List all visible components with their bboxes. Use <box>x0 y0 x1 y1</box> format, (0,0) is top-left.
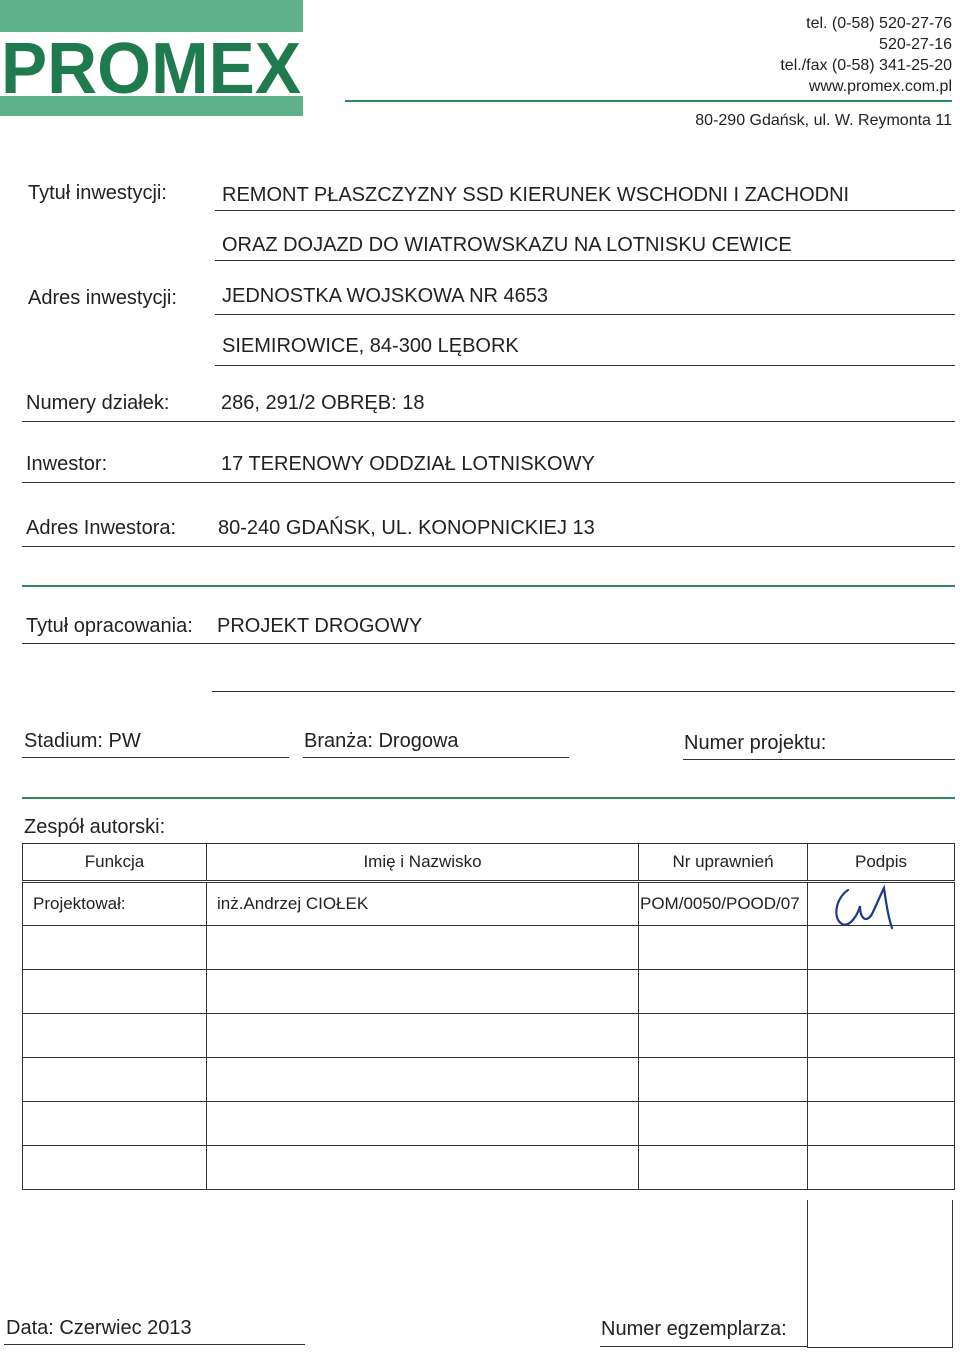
frame-line <box>807 1200 808 1348</box>
cell-empty <box>207 1014 639 1058</box>
frame-line <box>952 1200 953 1348</box>
table-row <box>23 1014 955 1058</box>
cell-empty <box>808 1058 955 1102</box>
investment-address-line2: SIEMIROWICE, 84-300 LĘBORK <box>222 335 519 357</box>
underline <box>4 1344 305 1345</box>
underline <box>22 421 955 422</box>
underline <box>22 643 955 644</box>
header-divider <box>345 100 952 102</box>
column-header-signature: Podpis <box>808 844 955 882</box>
cell-empty <box>23 1014 207 1058</box>
underline <box>600 1346 807 1347</box>
team-table <box>22 843 955 1190</box>
investment-title-line2: ORAZ DOJAZD DO WIATROWSKAZU NA LOTNISKU CEWICE <box>222 234 792 256</box>
cell-empty <box>207 1058 639 1102</box>
column-header-function: Funkcja <box>23 844 207 882</box>
phone-2: 520-27-16 <box>879 36 952 53</box>
cell-empty <box>639 1102 808 1146</box>
study-title-value: PROJEKT DROGOWY <box>217 615 423 637</box>
project-number-label: Numer projektu: <box>684 732 827 754</box>
branch-field: Branża: Drogowa <box>304 730 459 752</box>
underline <box>683 759 955 760</box>
study-title-label: Tytuł opracowania: <box>26 615 193 637</box>
section-divider <box>22 585 955 587</box>
underline <box>22 482 955 483</box>
cell-empty <box>23 926 207 970</box>
table-row <box>23 1102 955 1146</box>
cell-empty <box>23 970 207 1014</box>
investment-address-label: Adres inwestycji: <box>28 287 177 309</box>
copy-number-label: Numer egzemplarza: <box>601 1318 787 1340</box>
table-row <box>23 1058 955 1102</box>
investor-value: 17 TERENOWY ODDZIAŁ LOTNISKOWY <box>221 453 595 475</box>
table-row <box>23 1146 955 1190</box>
underline <box>215 314 955 315</box>
table-row <box>23 882 955 926</box>
cell-empty <box>639 926 808 970</box>
plots-value: 286, 291/2 OBRĘB: 18 <box>221 392 425 414</box>
cell-empty <box>639 970 808 1014</box>
company-address: 80-290 Gdańsk, ul. W. Reymonta 11 <box>695 112 952 129</box>
underline <box>303 757 569 758</box>
underline <box>212 691 955 692</box>
cell-empty <box>808 1014 955 1058</box>
underline <box>22 546 955 547</box>
investor-address-value: 80-240 GDAŃSK, UL. KONOPNICKIEJ 13 <box>218 517 595 539</box>
phone-fax: tel./fax (0-58) 341-25-20 <box>780 57 952 74</box>
cell-empty <box>639 1146 808 1190</box>
column-header-license: Nr uprawnień <box>639 844 808 882</box>
table-row <box>23 926 955 970</box>
promex-logo <box>0 0 303 116</box>
cell-empty <box>207 926 639 970</box>
frame-line <box>807 1347 953 1348</box>
contact-block <box>780 13 952 97</box>
investment-title-line1: REMONT PŁASZCZYZNY SSD KIERUNEK WSCHODNI I ZACHODNI <box>222 184 850 206</box>
investment-title-label: Tytuł inwestycji: <box>28 182 167 204</box>
cell-empty <box>23 1058 207 1102</box>
underline <box>215 365 955 366</box>
section-divider <box>22 797 955 799</box>
underline <box>215 260 955 261</box>
cell-function: Projektował: <box>23 882 207 926</box>
cell-empty <box>808 1146 955 1190</box>
cell-empty <box>808 1102 955 1146</box>
cell-empty <box>639 1014 808 1058</box>
investor-label: Inwestor: <box>26 453 108 475</box>
phone: tel. (0-58) 520-27-76 <box>806 15 952 32</box>
cell-empty <box>207 1146 639 1190</box>
team-label: Zespół autorski: <box>24 816 166 838</box>
cell-empty <box>207 1102 639 1146</box>
website-link[interactable]: www.promex.com.pl <box>808 78 952 95</box>
cell-empty <box>23 1146 207 1190</box>
column-header-name: Imię i Nazwisko <box>207 844 639 882</box>
cell-empty <box>639 1058 808 1102</box>
cell-empty <box>23 1102 207 1146</box>
cell-empty <box>207 970 639 1014</box>
cell-name: inż.Andrzej CIOŁEK <box>207 882 639 926</box>
svg-text:PROMEX: PROMEX <box>1 29 301 109</box>
signature-image <box>830 884 900 930</box>
cell-empty <box>808 970 955 1014</box>
underline <box>215 210 955 211</box>
stage-field: Stadium: PW <box>24 730 141 752</box>
table-header-row <box>23 844 955 882</box>
plots-label: Numery działek: <box>26 392 170 414</box>
cell-empty <box>808 926 955 970</box>
date-field: Data: Czerwiec 2013 <box>6 1317 192 1339</box>
investment-address-line1: JEDNOSTKA WOJSKOWA NR 4653 <box>222 285 549 307</box>
table-row <box>23 970 955 1014</box>
investor-address-label: Adres Inwestora: <box>26 517 177 539</box>
cell-license: POM/0050/POOD/07 <box>639 882 808 926</box>
underline <box>22 757 289 758</box>
